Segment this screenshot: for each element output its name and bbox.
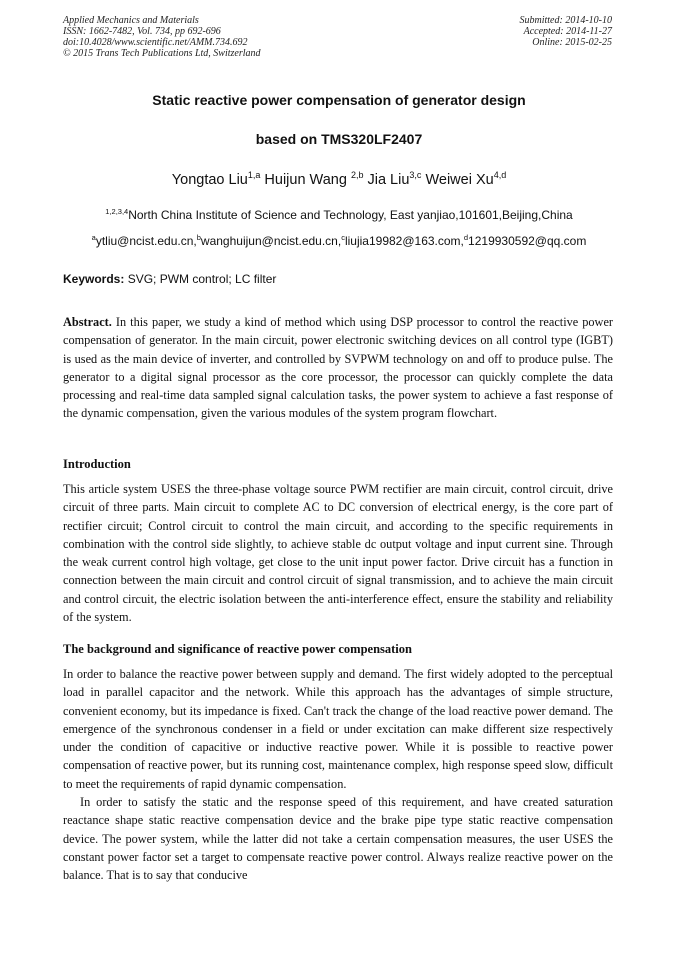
copyright-line: © 2015 Trans Tech Publications Ltd, Switzerland [63, 48, 261, 59]
keywords-label: Keywords: [63, 272, 125, 286]
author-sup: 3,c [409, 170, 422, 180]
section-heading-background: The background and significance of reactive power compensation [63, 642, 412, 656]
paper-title-line2: based on TMS320LF2407 [255, 131, 423, 147]
journal-name: Applied Mechanics and Materials [63, 15, 199, 26]
email-address[interactable]: ytliu@ncist.edu.cn, [95, 234, 197, 248]
email-sup: b [196, 233, 201, 242]
email-address[interactable]: wanghuijun@ncist.edu.cn, [200, 234, 342, 248]
author-name: Yongtao Liu [171, 172, 248, 188]
background-paragraph-1: In order to balance the reactive power between supply and demand. The first widely adopted to the perceptual load in parallel capacitor and the network. While this approach has the advantages of simple structure, convenient economy, but its impedance is fixed. Can't track the change of the load reactive power demand. The emergence of the synchronous condenser in a field or under excitation can make different size respectively under the condition of capacitive or inductive reactive power. While it is possible to reactive power compensation of reactive power, but its running cost, maintenance complex, high response speed slow, difficult to meet the requirements of rapid dynamic compensation. [63, 667, 613, 791]
affiliation-text: North China Institute of Science and Technology, East yanjiao,101601,Beijing,China [128, 208, 573, 222]
submitted-date: Submitted: 2014-10-10 [519, 15, 612, 26]
doi-line: doi:10.4028/www.scientific.net/AMM.734.692 [63, 37, 248, 48]
author-sup: 1,a [247, 170, 261, 180]
online-date: Online: 2015-02-25 [532, 37, 612, 48]
affiliation-sup: 1,2,3,4 [105, 207, 129, 216]
email-sup: c [341, 233, 345, 242]
email-address[interactable]: 1219930592@qq.com [468, 234, 587, 248]
abstract-paragraph [63, 313, 613, 423]
publication-dates [520, 15, 613, 48]
background-section [63, 665, 613, 885]
author-sup: 4,d [493, 170, 507, 180]
background-paragraph-2: In order to satisfy the static and the response speed of this requirement, and have created saturation reactance shape static reactive compensation device and the brake pipe type static reactive compensation device. The power system, while the latter did not take a certain compensation measures, the user USES the constant power factor set a target to compensate reactive power control. Always realize reactive power on the balance. That is to say that conducive [63, 795, 613, 883]
issn-line: ISSN: 1662-7482, Vol. 734, pp 692-696 [63, 26, 221, 37]
email-list [0, 234, 678, 248]
author-name: Jia Liu [367, 172, 410, 188]
author-name: Weiwei Xu [425, 172, 494, 188]
keywords [63, 272, 276, 286]
introduction-paragraph: This article system USES the three-phase voltage source PWM rectifier are main circuit, control circuit, drive circuit of three parts. Main circuit to complete AC to DC conversion of electrical energy, is the core part of rectifier circuit; Control circuit to control the main circuit, and according to the specific requirements in combination with the control side slightly, to achieve stable dc output voltage and input current sine. Through the weak current control high voltage, get close to the unit input power factor. Drive circuit has a function in connection between the main circuit and control circuit of signal transmission, and to achieve the main circuit and control circuit, the electric isolation between the anti-interference effect, ensure the stability and reliability of the system. [63, 482, 613, 625]
affiliation [0, 208, 678, 222]
author-sup: 2,b [350, 170, 364, 180]
paper-title-line1: Static reactive power compensation of generator design [152, 92, 526, 108]
abstract-label: Abstract. [63, 315, 112, 329]
email-address[interactable]: liujia19982@163.com, [344, 234, 464, 248]
author-name: Huijun Wang [264, 172, 347, 188]
section-heading-introduction: Introduction [63, 457, 131, 471]
abstract-text: In this paper, we study a kind of method which using DSP processor to control the reactive power compensation of generator. In the main circuit, power electronic switching devices on all control type (IGBT) is used as the main device of inverter, and controlled by SVPWM technology on and off to produce pulse. The generator to a digital signal processor as the core processor, the processor can quickly complete the data processing and real-time data sampled signal calculation tasks, the power system to achieve a fast response of the dynamic compensation, given the various modules of the system program flowchart. [63, 315, 613, 421]
email-sup: d [463, 233, 469, 242]
author-list [0, 172, 678, 188]
email-sup: a [91, 233, 96, 242]
journal-info [63, 15, 261, 59]
keywords-text: SVG; PWM control; LC filter [124, 272, 277, 286]
accepted-date: Accepted: 2014-11-27 [523, 26, 612, 37]
